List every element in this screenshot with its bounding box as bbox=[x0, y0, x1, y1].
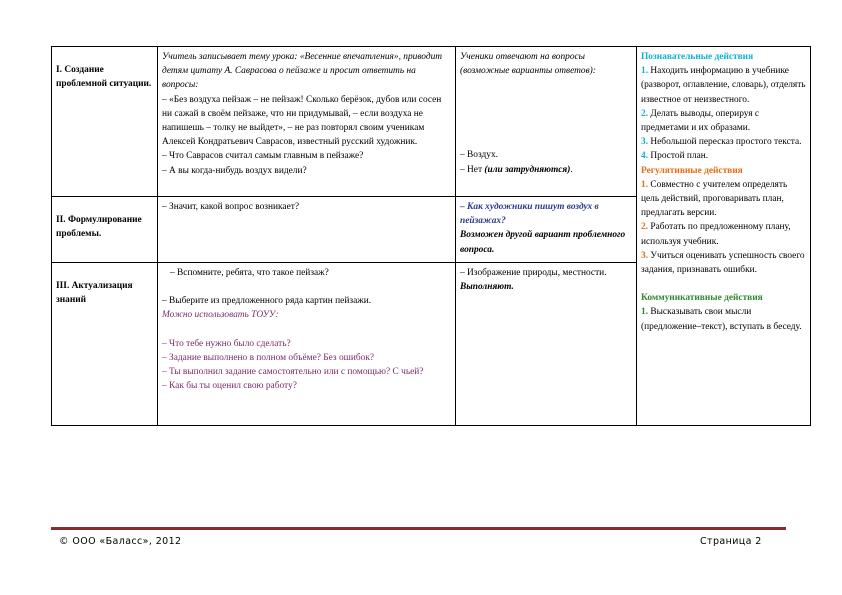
actions-cell bbox=[637, 47, 811, 426]
teacher-question: – Выберите из предложенного ряда картин пейзажи. bbox=[162, 296, 372, 307]
action-item bbox=[641, 149, 806, 163]
self-check-question: – Задание выполнено в полном объёме? Без ошибок? bbox=[162, 352, 375, 363]
table-row bbox=[52, 47, 811, 197]
lesson-table bbox=[51, 46, 811, 426]
answer-period: . bbox=[570, 164, 573, 175]
stage-title: II. Формулирование проблемы. bbox=[56, 215, 142, 240]
item-number: 2. bbox=[641, 108, 649, 119]
teacher-cell bbox=[158, 197, 456, 263]
student-answer: Выполняют. bbox=[460, 282, 514, 293]
footer-divider bbox=[51, 527, 786, 530]
item-text: Работать по предложенному плану, используя учебник. bbox=[641, 222, 791, 247]
students-cell bbox=[456, 263, 637, 426]
teacher-question: – Значит, какой вопрос возникает? bbox=[162, 202, 300, 212]
item-text: Делать выводы, оперируя с предметами и их образами. bbox=[641, 108, 760, 134]
item-number: 3. bbox=[641, 137, 649, 148]
problem-question: – Как художники пишут воздух в пейзажах? bbox=[460, 202, 599, 227]
action-item bbox=[641, 107, 806, 135]
action-item bbox=[641, 64, 806, 107]
communicative-heading: Коммуникативные действия bbox=[641, 293, 763, 304]
stage-cell bbox=[52, 47, 158, 197]
footer-copyright: © ООО «Баласс», 2012 bbox=[59, 536, 182, 547]
teacher-cell bbox=[158, 263, 456, 426]
item-number: 1. bbox=[641, 66, 649, 77]
item-number: 4. bbox=[641, 151, 649, 162]
savrasov-quote: – «Без воздуха пейзаж – не пейзаж! Сколько берёзок, дубов или сосен ни сажай в своём пейзаже, что ни придумывай, – если воздуха не напишешь – толку не выйдет», – не раз повторял своим ученикам Алексей Кондратьевич Саврасов, известный русский художник. bbox=[162, 94, 442, 148]
stage-title: III. Актуализация знаний bbox=[56, 281, 133, 306]
stage-cell bbox=[52, 197, 158, 263]
item-text: Находить информацию в учебнике (разворот, оглавление, словарь), отделять известное от неизвестного. bbox=[641, 66, 806, 105]
teacher-cell bbox=[158, 47, 456, 197]
students-cell bbox=[456, 47, 637, 197]
item-number: 3. bbox=[641, 250, 649, 261]
regulative-heading: Регулятивные действия bbox=[641, 165, 743, 176]
teacher-question: – Вспомните, ребята, что такое пейзаж? bbox=[170, 268, 329, 278]
item-number: 1. bbox=[641, 307, 649, 318]
student-answer: – Воздух. bbox=[460, 150, 498, 161]
stage-title: I. Создание проблемной ситуации. bbox=[56, 65, 152, 90]
teacher-question: – Что Саврасов считал самым главным в пейзаже? bbox=[162, 151, 364, 162]
action-item bbox=[641, 249, 806, 277]
action-item bbox=[641, 135, 806, 149]
student-answer bbox=[460, 163, 632, 177]
action-item bbox=[641, 305, 806, 333]
footer-page-number: Страница 2 bbox=[700, 536, 762, 547]
item-text: Учиться оценивать успешность своего задания, признавать ошибки. bbox=[641, 250, 805, 276]
students-note: Возможен другой вариант проблемного вопроса. bbox=[460, 230, 626, 255]
action-item bbox=[641, 220, 806, 248]
answer-text: – Нет bbox=[460, 164, 485, 175]
teacher-question: – А вы когда-нибудь воздух видели? bbox=[162, 165, 307, 176]
teacher-intro: Учитель записывает тему урока: «Весенние впечатления», приводит детям цитату А. Саврасова о пейзаже и просит ответить на вопросы: bbox=[162, 52, 443, 91]
self-check-question: – Что тебе нужно было сделать? bbox=[162, 338, 291, 349]
cognitive-heading: Познавательные действия bbox=[641, 52, 754, 62]
tou-note: Можно использовать ТОУУ: bbox=[162, 310, 279, 321]
item-text: Высказывать свои мысли (предложение–текст), вступать в беседу. bbox=[641, 307, 802, 332]
student-answer: – Изображение природы, местности. bbox=[460, 268, 607, 278]
item-text: Простой план. bbox=[648, 151, 709, 162]
answer-note: (или затрудняются) bbox=[484, 164, 571, 175]
item-number: 2. bbox=[641, 222, 649, 233]
students-cell bbox=[456, 197, 637, 263]
self-check-question: – Ты выполнил задание самостоятельно или с помощью? С чьей? bbox=[162, 367, 424, 378]
item-text: Небольшой пересказ простого текста. bbox=[648, 137, 802, 148]
action-item bbox=[641, 178, 806, 221]
item-number: 1. bbox=[641, 179, 649, 190]
students-intro: Ученики отвечают на вопросы (возможные варианты ответов): bbox=[460, 52, 596, 77]
stage-cell bbox=[52, 263, 158, 426]
item-text: Совместно с учителем определять цель действий, проговаривать план, предлагать версии. bbox=[641, 179, 788, 219]
self-check-question: – Как бы ты оценил свою работу? bbox=[162, 381, 297, 392]
